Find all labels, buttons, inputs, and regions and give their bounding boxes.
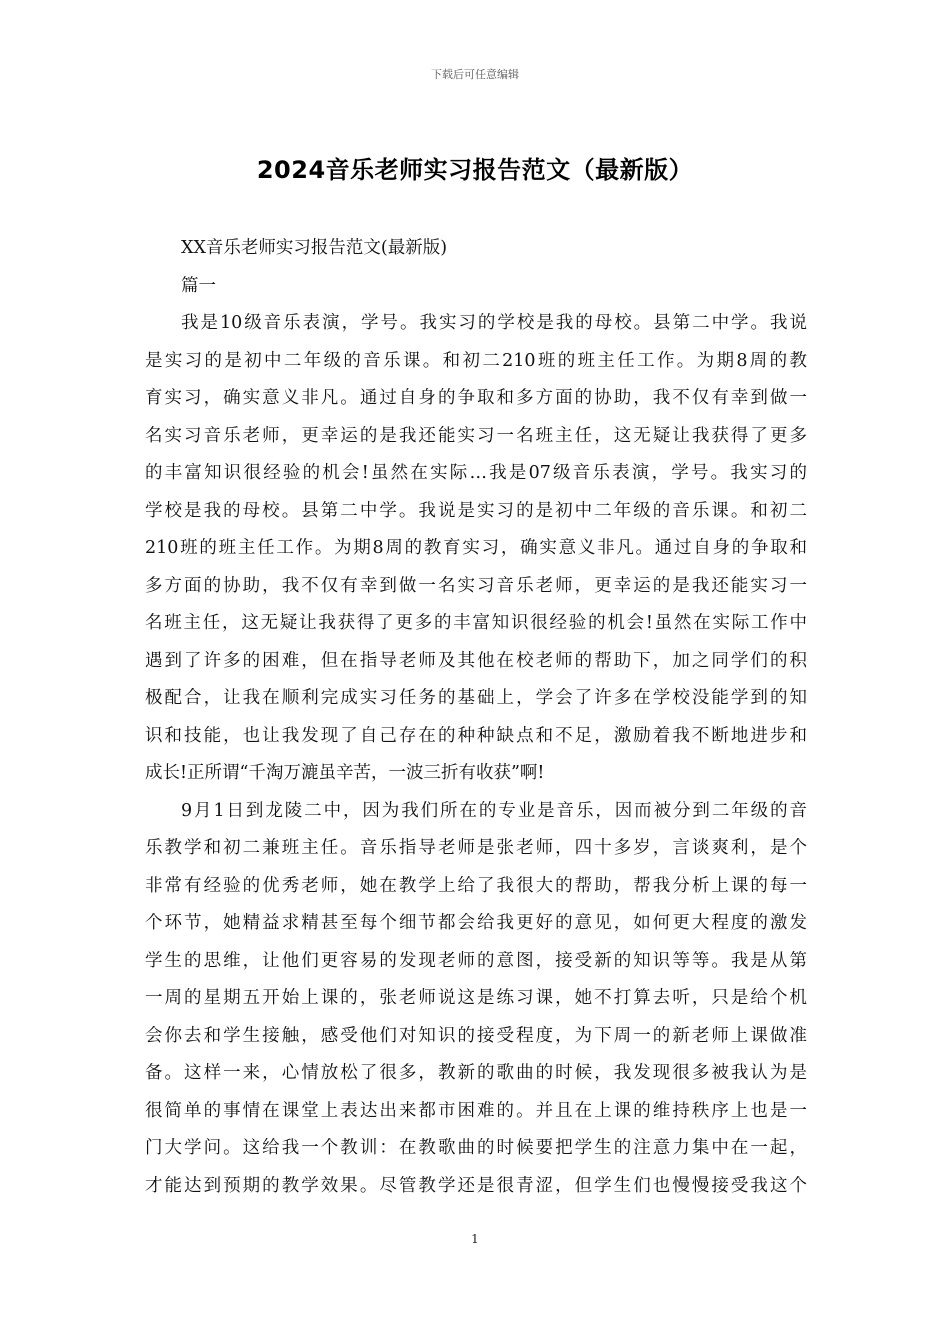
text-line: 名实习音乐老师，更幸运的是我还能实习一名班主任，这无疑让我获得了更多	[145, 425, 807, 446]
text-line: 识和技能，也让我发现了自己存在的种种缺点和不足，激励着我不断地进步和	[145, 725, 807, 746]
text-line: 的丰富知识很经验的机会!虽然在实际…我是07级音乐表演，学号。我实习的	[145, 463, 807, 483]
text-line: 学校是我的母校。县第二中学。我说是实习的是初中二年级的音乐课。和初二	[145, 500, 807, 521]
text-line: 育实习，确实意义非凡。通过自身的争取和多方面的协助，我不仅有幸到做一	[145, 388, 807, 408]
text-line: 很简单的事情在课堂上表达出来都市困难的。并且在上课的维持秩序上也是一	[145, 1100, 807, 1121]
section-heading: 篇一	[181, 275, 216, 296]
text-line: 一周的星期五开始上课的，张老师说这是练习课，她不打算去听，只是给个机	[145, 988, 807, 1008]
text-line: 非常有经验的优秀老师，她在教学上给了我很大的帮助，帮我分析上课的每一	[145, 875, 807, 896]
text-line: 学生的思维，让他们更容易的发现老师的意图，接受新的知识等等。我是从第	[145, 950, 807, 971]
page-number: 1	[471, 1232, 479, 1246]
text-line: 门大学问。这给我一个教训：在教歌曲的时候要把学生的注意力集中在一起，	[145, 1138, 807, 1158]
document-body	[145, 230, 807, 1205]
text-line: 我是10级音乐表演，学号。我实习的学校是我的母校。县第二中学。我说	[181, 313, 807, 333]
text-line: 会你去和学生接触，感受他们对知识的接受程度，为下周一的新老师上课做准	[145, 1025, 807, 1046]
header-note: 下载后可任意编辑	[431, 68, 519, 81]
text-line: 备。这样一来，心情放松了很多，教新的歌曲的时候，我发现很多被我认为是	[145, 1063, 807, 1083]
text-line: 多方面的协助，我不仅有幸到做一名实习音乐老师，更幸运的是我还能实习一	[145, 575, 807, 596]
text-line: 9月1日到龙陵二中，因为我们所在的专业是音乐，因而被分到二年级的音	[181, 800, 807, 821]
text-line: 乐教学和初二兼班主任。音乐指导老师是张老师，四十多岁，言谈爽利，是个	[145, 838, 807, 858]
text-line: 成长!正所谓“千淘万漉虽辛苦，一波三折有收获”啊!	[145, 763, 545, 783]
text-line: 个环节，她精益求精甚至每个细节都会给我更好的意见，如何更大程度的激发	[145, 913, 807, 933]
body-subtitle: XX音乐老师实习报告范文(最新版)	[181, 238, 448, 258]
text-line: 才能达到预期的教学效果。尽管教学还是很青涩，但学生们也慢慢接受我这个	[145, 1175, 807, 1196]
text-line: 极配合，让我在顺利完成实习任务的基础上，学会了许多在学校没能学到的知	[145, 688, 807, 708]
text-line: 是实习的是初中二年级的音乐课。和初二210班的班主任工作。为期8周的教	[145, 350, 807, 371]
text-line: 210班的班主任工作。为期8周的教育实习，确实意义非凡。通过自身的争取和	[145, 538, 807, 558]
text-line: 名班主任，这无疑让我获得了更多的丰富知识很经验的机会!虽然在实际工作中	[145, 613, 807, 633]
document-title: 2024音乐老师实习报告范文（最新版）	[256, 156, 694, 184]
text-line: 遇到了许多的困难，但在指导老师及其他在校老师的帮助下，加之同学们的积	[145, 650, 807, 671]
